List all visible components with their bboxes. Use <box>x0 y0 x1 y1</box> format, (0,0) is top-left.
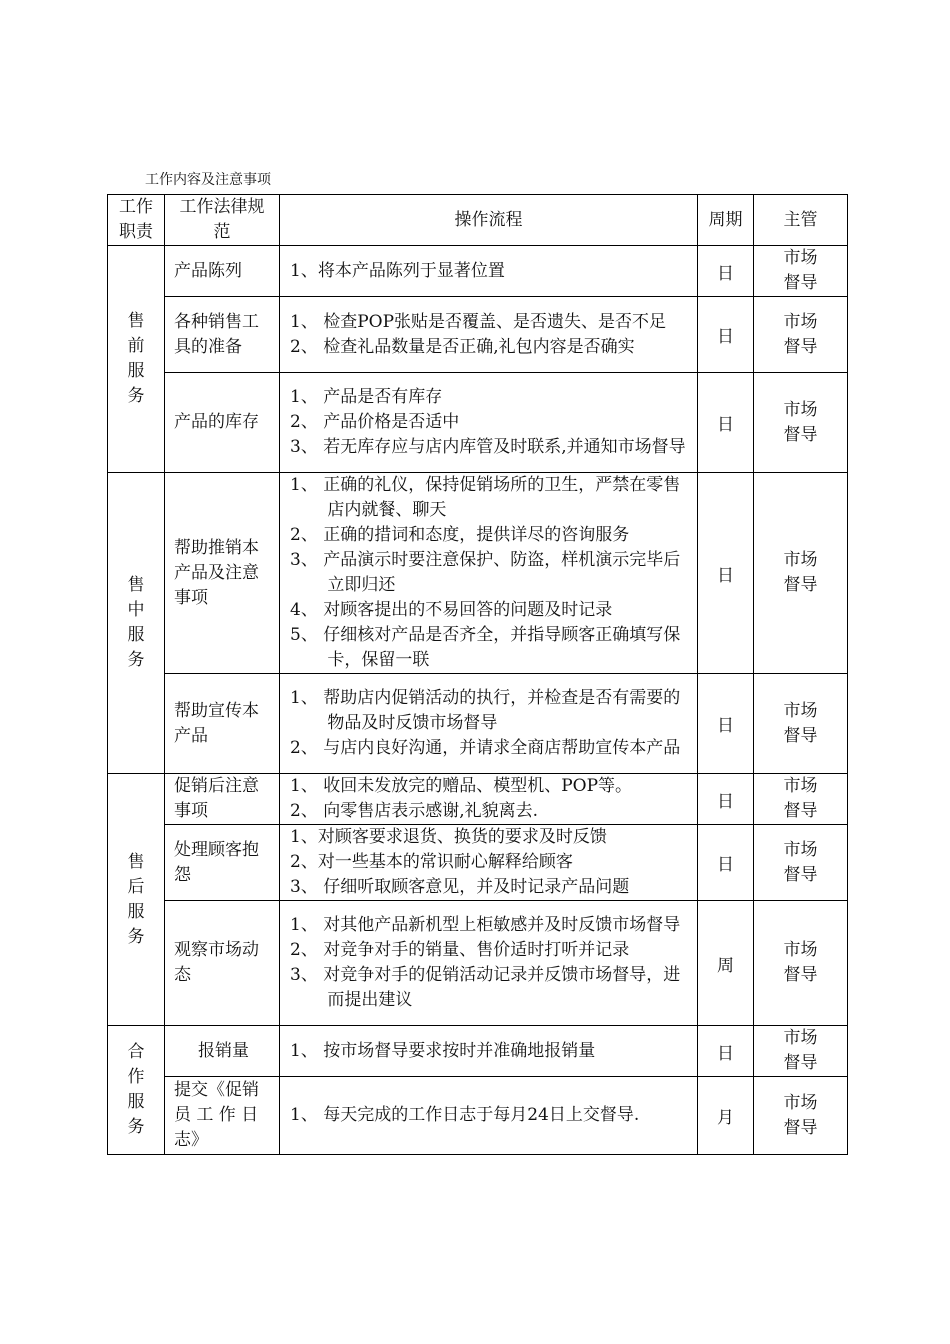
process-step: 1、对顾客要求退货、换货的要求及时反馈 <box>290 827 607 847</box>
cycle-cell: 日 <box>698 297 754 373</box>
header-norm: 工作法律规范 <box>165 195 280 246</box>
process-step: 1、将本产品陈列于显著位置 <box>290 260 505 281</box>
manager-line: 市场 <box>783 776 818 796</box>
norm-cell: 处理顾客抱怨 <box>165 825 280 901</box>
norm-cell: 观察市场动态 <box>165 901 280 1026</box>
header-row <box>108 195 848 246</box>
norm-cell: 促销后注意事项 <box>165 774 280 825</box>
manager-cell <box>754 373 848 473</box>
manager-line: 督导 <box>783 575 818 595</box>
header-duty: 工作职责 <box>108 195 165 246</box>
category-label: 合作服务 <box>127 1042 145 1137</box>
cycle-cell: 日 <box>698 1026 754 1077</box>
manager-line: 市场 <box>783 399 818 420</box>
cycle-cell: 日 <box>698 473 754 674</box>
process-cell <box>280 901 698 1026</box>
process-step: 2、 检查礼品数量是否正确,礼包内容是否确实 <box>290 336 635 357</box>
process-step: 2、对一些基本的常识耐心解释给顾客 <box>290 852 573 872</box>
manager-line: 市场 <box>783 248 818 268</box>
manager-line: 督导 <box>783 725 818 746</box>
norm-cell: 帮助推销本产品及注意事项 <box>165 473 280 674</box>
category-label: 售后服务 <box>127 851 145 947</box>
table-row <box>108 1077 848 1155</box>
norm-cell: 提交《促销员 工 作 日志》 <box>165 1077 280 1155</box>
category-cell <box>108 1026 165 1155</box>
table-row <box>108 297 848 373</box>
process-step: 1、 按市场督导要求按时并准确地报销量 <box>290 1040 596 1061</box>
manager-cell <box>754 1026 848 1077</box>
manager-cell <box>754 473 848 674</box>
manager-cell <box>754 1077 848 1155</box>
table-row <box>108 674 848 774</box>
process-step: 1、 帮助店内促销活动的执行，并检查是否有需要的物品及时反馈市场督导 <box>290 688 681 733</box>
manager-line: 市场 <box>783 1092 818 1113</box>
process-cell <box>280 1026 698 1077</box>
norm-cell: 各种销售工具的准备 <box>165 297 280 373</box>
cycle-cell: 日 <box>698 373 754 473</box>
process-step: 3、 仔细听取顾客意见，并及时记录产品问题 <box>290 877 630 897</box>
process-step: 2、 正确的措词和态度，提供详尽的咨询服务 <box>290 525 630 545</box>
table-row <box>108 774 848 825</box>
table-row <box>108 246 848 297</box>
process-cell <box>280 774 698 825</box>
manager-line: 督导 <box>783 1117 818 1138</box>
manager-line: 市场 <box>783 839 818 860</box>
norm-cell: 报销量 <box>165 1026 280 1077</box>
manager-line: 督导 <box>783 1053 818 1073</box>
category-label: 售中服务 <box>127 575 145 670</box>
cycle-cell: 日 <box>698 774 754 825</box>
manager-cell <box>754 774 848 825</box>
table-caption: 工作内容及注意事项 <box>145 172 271 188</box>
process-cell <box>280 1077 698 1155</box>
table-row <box>108 901 848 1026</box>
process-step: 4、 对顾客提出的不易回答的问题及时记录 <box>290 600 613 620</box>
manager-line: 督导 <box>783 801 818 821</box>
process-cell <box>280 246 698 297</box>
process-step: 2、 对竞争对手的销量、售价适时打听并记录 <box>290 940 630 960</box>
cycle-cell: 日 <box>698 246 754 297</box>
process-step: 1、 每天完成的工作日志于每月24日上交督导. <box>290 1105 640 1125</box>
norm-cell: 帮助宣传本产品 <box>165 674 280 774</box>
cycle-cell: 周 <box>698 901 754 1026</box>
header-manager: 主管 <box>754 195 848 246</box>
manager-cell <box>754 297 848 373</box>
header-process: 操作流程 <box>280 195 698 246</box>
process-cell <box>280 674 698 774</box>
norm-cell: 产品的库存 <box>165 373 280 473</box>
cycle-cell: 月 <box>698 1077 754 1155</box>
process-step: 1、 对其他产品新机型上柜敏感并及时反馈市场督导 <box>290 915 681 935</box>
manager-line: 市场 <box>783 550 818 570</box>
manager-line: 市场 <box>783 311 818 332</box>
manager-line: 督导 <box>783 864 818 885</box>
manager-line: 市场 <box>783 1028 818 1048</box>
process-step: 2、 与店内良好沟通，并请求全商店帮助宣传本产品 <box>290 738 681 758</box>
process-step: 5、 仔细核对产品是否齐全，并指导顾客正确填写保卡，保留一联 <box>290 625 681 670</box>
manager-line: 市场 <box>783 940 818 960</box>
work-content-table <box>107 194 848 1155</box>
process-step: 3、 若无库存应与店内库管及时联系,并通知市场督导 <box>290 437 686 457</box>
header-cycle: 周期 <box>698 195 754 246</box>
category-cell <box>108 774 165 1026</box>
manager-line: 督导 <box>783 424 818 445</box>
cycle-cell: 日 <box>698 674 754 774</box>
process-step: 1、 正确的礼仪，保持促销场所的卫生，严禁在零售店内就餐、聊天 <box>290 475 681 520</box>
process-cell <box>280 825 698 901</box>
process-step: 1、 收回未发放完的赠品、模型机、POP等。 <box>290 776 633 796</box>
process-step: 2、 向零售店表示感谢,礼貌离去. <box>290 801 539 821</box>
process-step: 1、 检查POP张贴是否覆盖、是否遗失、是否不足 <box>290 311 667 332</box>
process-step: 3、 对竞争对手的促销活动记录并反馈市场督导，进而提出建议 <box>290 965 681 1010</box>
table-row <box>108 373 848 473</box>
norm-cell: 产品陈列 <box>165 246 280 297</box>
category-label: 售前服务 <box>127 311 145 406</box>
cycle-cell: 日 <box>698 825 754 901</box>
manager-line: 市场 <box>783 700 818 721</box>
process-cell <box>280 373 698 473</box>
table-row <box>108 825 848 901</box>
manager-cell <box>754 246 848 297</box>
manager-cell <box>754 901 848 1026</box>
process-step: 2、 产品价格是否适中 <box>290 412 460 432</box>
manager-line: 督导 <box>783 965 818 985</box>
manager-line: 督导 <box>783 273 818 293</box>
manager-cell <box>754 825 848 901</box>
table-row <box>108 473 848 674</box>
process-step: 1、 产品是否有库存 <box>290 387 443 407</box>
process-cell <box>280 297 698 373</box>
manager-cell <box>754 674 848 774</box>
manager-line: 督导 <box>783 336 818 357</box>
category-cell <box>108 246 165 473</box>
process-step: 3、 产品演示时要注意保护、防盗，样机演示完毕后立即归还 <box>290 550 681 595</box>
process-cell <box>280 473 698 674</box>
category-cell <box>108 473 165 774</box>
table-row <box>108 1026 848 1077</box>
